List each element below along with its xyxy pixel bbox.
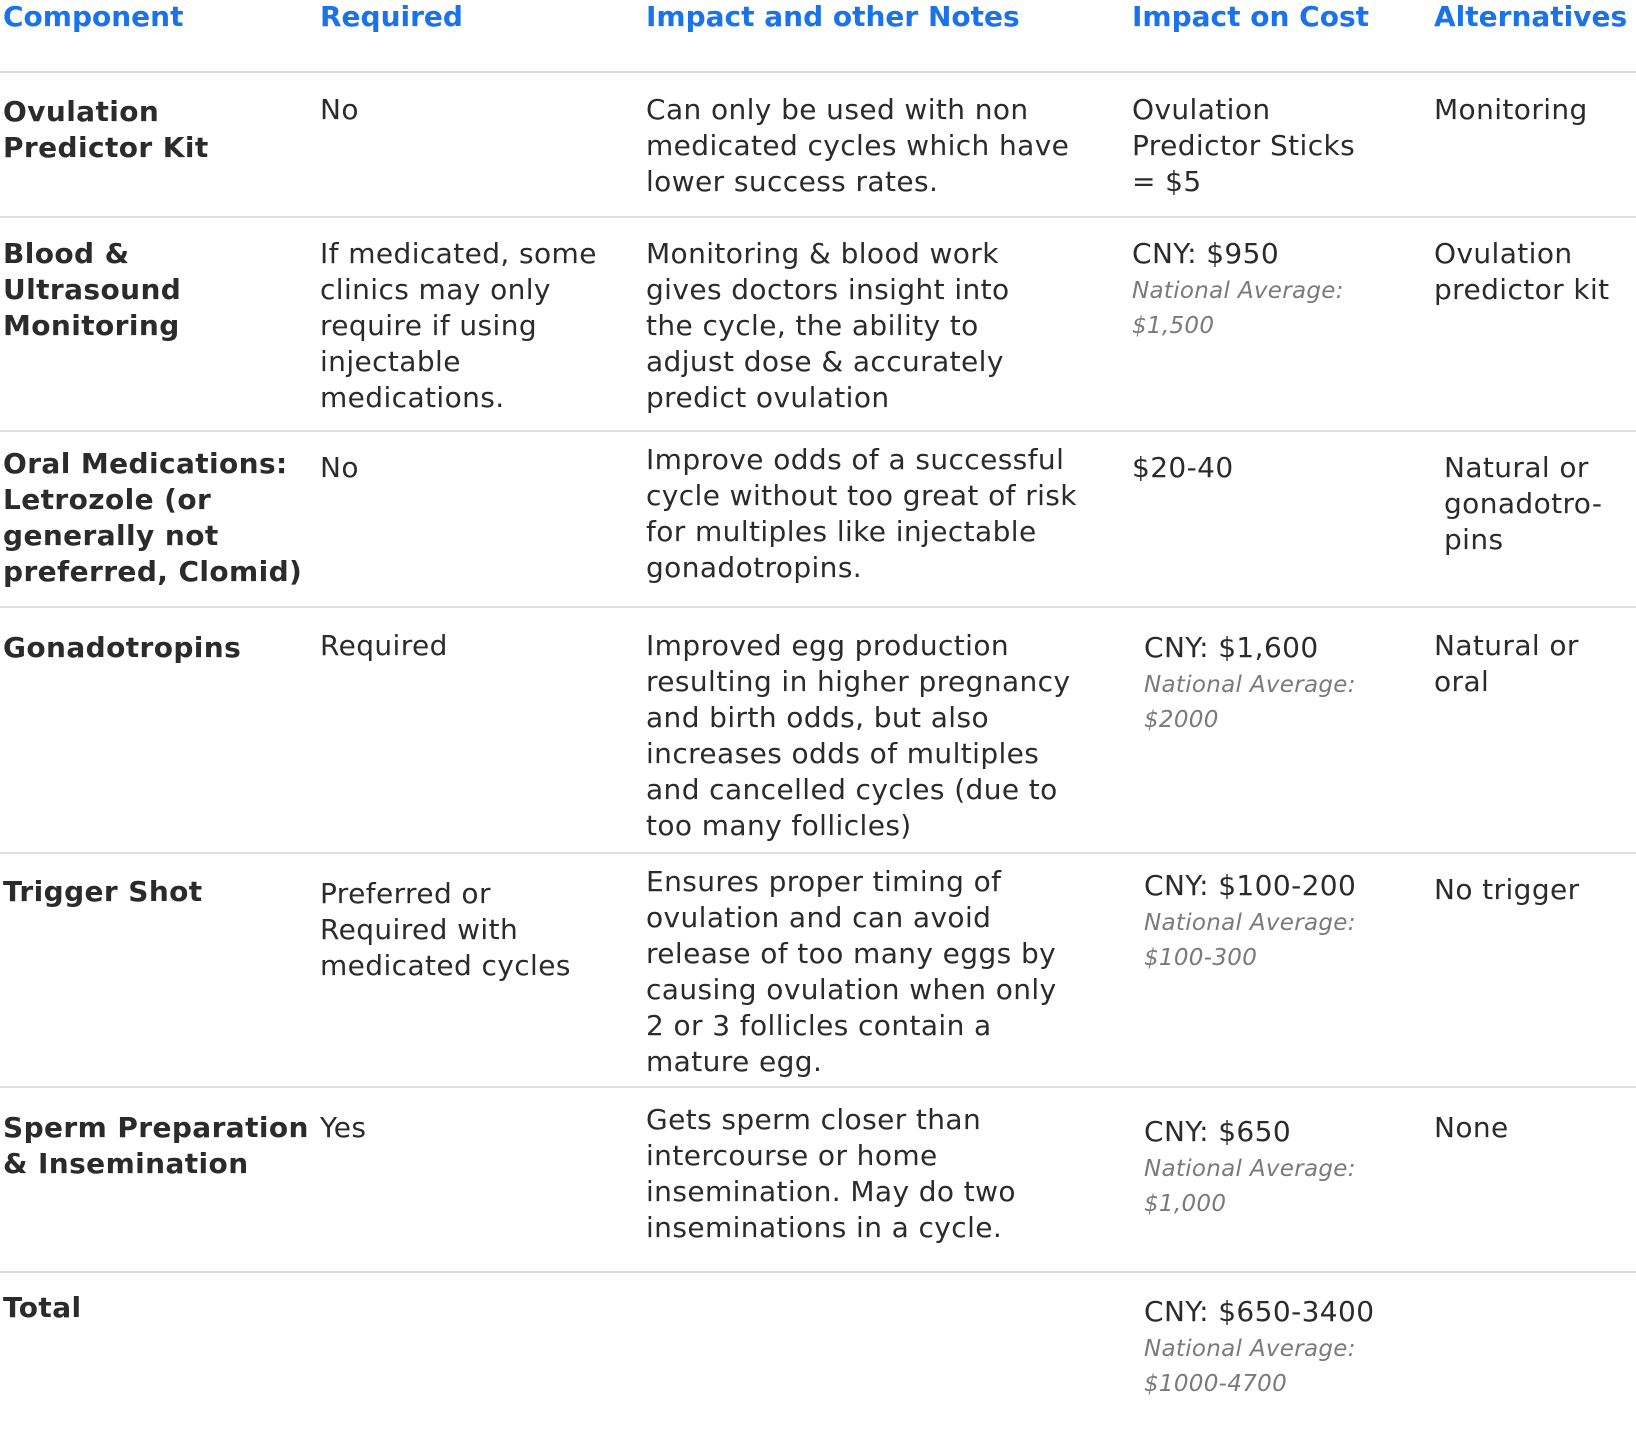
row-impact-text: Improve odds of a successful <box>646 443 1065 476</box>
row-impact-text: release of too many eggs by <box>646 937 1057 970</box>
row-impact-text: too many follicles) <box>646 809 912 842</box>
row-component-label: preferred, Clomid) <box>3 555 303 588</box>
row-impact-text: intercourse or home <box>646 1139 938 1172</box>
row-impact-text: adjust dose & accurately <box>646 345 1004 378</box>
row-cost-text: CNY: $650-3400 <box>1144 1295 1375 1328</box>
row-impact-text: lower success rates. <box>646 165 939 198</box>
row-national-average-label: National Average: <box>1144 910 1356 936</box>
row-impact-text: predict ovulation <box>646 381 890 414</box>
row-component-label: Monitoring <box>3 309 180 342</box>
row-required-text: medicated cycles <box>320 949 571 982</box>
row-component-label: Oral Medications: <box>3 447 288 480</box>
row-required-text: No <box>320 451 359 484</box>
row-impact-text: Ensures proper timing of <box>646 865 1002 898</box>
row-cost-text: Predictor Sticks <box>1132 129 1356 162</box>
row-impact-text: gives doctors insight into <box>646 273 1010 306</box>
row-divider <box>0 852 1636 854</box>
header-impact: Impact and other Notes <box>646 0 1020 33</box>
row-required-text: medications. <box>320 381 505 414</box>
row-impact-text: 2 or 3 follicles contain a <box>646 1009 992 1042</box>
row-component-label: Ultrasound <box>3 273 182 306</box>
row-impact-text: cycle without too great of risk <box>646 479 1077 512</box>
row-cost-text: = $5 <box>1132 165 1202 198</box>
row-component-label: Predictor Kit <box>3 131 209 164</box>
row-impact-text: causing ovulation when only <box>646 973 1057 1006</box>
row-alternatives-text: Ovulation <box>1434 237 1573 270</box>
header-required: Required <box>320 0 463 33</box>
row-impact-text: Improved egg production <box>646 629 1010 662</box>
row-cost-text: Ovulation <box>1132 93 1271 126</box>
row-divider <box>0 1086 1636 1088</box>
row-component-label: Ovulation <box>3 95 160 128</box>
row-cost-text: CNY: $650 <box>1144 1115 1292 1148</box>
row-national-average-value: $1,500 <box>1132 313 1215 339</box>
row-component-label: Total <box>3 1291 82 1324</box>
row-alternatives-text: Natural or <box>1434 629 1579 662</box>
row-impact-text: for multiples like injectable <box>646 515 1037 548</box>
row-alternatives-text: None <box>1434 1111 1509 1144</box>
header-cost: Impact on Cost <box>1132 0 1370 33</box>
row-required-text: clinics may only <box>320 273 551 306</box>
row-component-label: & Insemination <box>3 1147 249 1180</box>
row-component-label: Trigger Shot <box>3 875 203 908</box>
row-national-average-value: $1,000 <box>1144 1191 1227 1217</box>
row-national-average-label: National Average: <box>1144 672 1356 698</box>
row-impact-text: insemination. May do two <box>646 1175 1016 1208</box>
row-impact-text: Monitoring & blood work <box>646 237 999 270</box>
row-national-average-label: National Average: <box>1144 1336 1356 1362</box>
row-impact-text: the cycle, the ability to <box>646 309 979 342</box>
row-impact-text: medicated cycles which have <box>646 129 1070 162</box>
row-cost-text: CNY: $950 <box>1132 237 1280 270</box>
row-required-text: No <box>320 93 359 126</box>
row-impact-text: inseminations in a cycle. <box>646 1211 1003 1244</box>
row-divider <box>0 71 1636 73</box>
row-component-label: Gonadotropins <box>3 631 242 664</box>
row-alternatives-text: pins <box>1444 523 1504 556</box>
row-divider <box>0 430 1636 432</box>
row-alternatives-text: Natural or <box>1444 451 1589 484</box>
row-cost-text: CNY: $1,600 <box>1144 631 1319 664</box>
row-required-text: require if using <box>320 309 538 342</box>
row-component-label: generally not <box>3 519 219 552</box>
row-impact-text: Gets sperm closer than <box>646 1103 982 1136</box>
row-alternatives-text: gonadotro- <box>1444 487 1603 520</box>
row-alternatives-text: Monitoring <box>1434 93 1588 126</box>
row-required-text: Yes <box>320 1111 367 1144</box>
row-impact-text: mature egg. <box>646 1045 823 1078</box>
row-impact-text: Can only be used with non <box>646 93 1029 126</box>
header-alternatives: Alternatives <box>1434 0 1628 33</box>
row-divider <box>0 1271 1636 1273</box>
row-alternatives-text: oral <box>1434 665 1490 698</box>
row-impact-text: gonadotropins. <box>646 551 863 584</box>
row-component-label: Sperm Preparation <box>3 1111 309 1144</box>
row-divider <box>0 216 1636 218</box>
row-impact-text: resulting in higher pregnancy <box>646 665 1071 698</box>
row-divider <box>0 606 1636 608</box>
row-national-average-value: $2000 <box>1144 707 1219 733</box>
row-component-label: Letrozole (or <box>3 483 212 516</box>
row-required-text: injectable <box>320 345 461 378</box>
row-required-text: Preferred or <box>320 877 491 910</box>
row-national-average-value: $1000-4700 <box>1144 1371 1287 1397</box>
row-component-label: Blood & <box>3 237 130 270</box>
row-national-average-value: $100-300 <box>1144 945 1258 971</box>
row-impact-text: ovulation and can avoid <box>646 901 992 934</box>
row-impact-text: increases odds of multiples <box>646 737 1040 770</box>
row-impact-text: and cancelled cycles (due to <box>646 773 1058 806</box>
row-required-text: Required <box>320 629 448 662</box>
row-cost-text: $20-40 <box>1132 451 1234 484</box>
row-alternatives-text: No trigger <box>1434 873 1580 906</box>
row-impact-text: and birth odds, but also <box>646 701 989 734</box>
row-national-average-label: National Average: <box>1144 1156 1356 1182</box>
row-alternatives-text: predictor kit <box>1434 273 1610 306</box>
row-required-text: Required with <box>320 913 519 946</box>
row-cost-text: CNY: $100-200 <box>1144 869 1357 902</box>
row-national-average-label: National Average: <box>1132 278 1344 304</box>
row-required-text: If medicated, some <box>320 237 597 270</box>
header-component: Component <box>3 0 184 33</box>
